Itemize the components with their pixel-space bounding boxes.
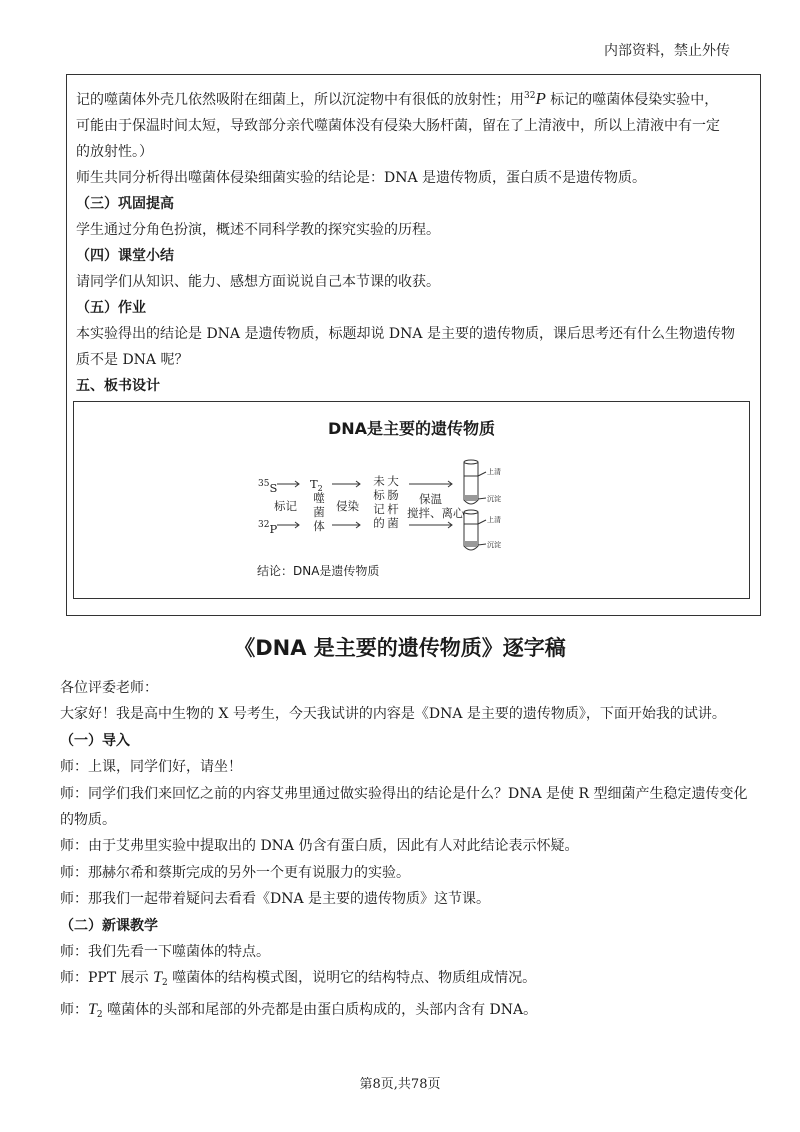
confidential-note: 内部资料，禁止外传 [604, 43, 730, 59]
page-number: 第8页,共78页 [359, 1077, 441, 1092]
label-mark: 标记 [274, 499, 297, 513]
transcript-line: 师：$T_2$ 噬菌体的头部和尾部的外壳都是由蛋白质构成的，头部内含有 DNA。 [60, 1000, 538, 1020]
experiment-flow-arrows [74, 402, 751, 600]
transcript-line: 各位评委老师： [60, 680, 158, 696]
lesson-plan-content [76, 83, 748, 399]
page-title: 《DNA 是主要的遗传物质》逐字稿 [234, 636, 566, 660]
sediment-bottom [465, 541, 477, 547]
frame-line: 可能由于保温时间太短，导致部分亲代噬菌体没有侵染大肠杆菌，留在了上清液中，所以上清液中有一定 [76, 118, 720, 134]
tube-bottom-sediment: 沉淀 [487, 541, 501, 549]
board-title: DNA是主要的遗传物质 [327, 419, 496, 438]
transcript-line: 师：同学们我们来回忆之前的内容艾弗里通过做实验得出的结论是什么？DNA 是使 R 型细菌产生稳定遗传变化 [60, 785, 748, 802]
transcript-line: 师：PPT 展示 $T_2$ 噬菌体的结构模式图，说明它的结构特点、物质组成情况。 [60, 969, 537, 989]
tube-top-sediment: 沉淀 [487, 495, 501, 503]
board-conclusion: 结论：DNA是遗传物质 [257, 564, 380, 578]
transcript-line: 师：由于艾弗里实验中提取出的 DNA 仍含有蛋白质，因此有人对此结论表示怀疑。 [60, 838, 579, 855]
section-heading-intro: （一）导入 [60, 732, 130, 749]
section-heading-new-lesson: （二）新课教学 [60, 917, 158, 934]
transcript-body [60, 675, 750, 1028]
tube-rim [464, 460, 478, 464]
section-heading-board-design: 五、板书设计 [76, 378, 160, 394]
frame-line: 质不是 DNA 呢？ [76, 352, 189, 368]
section-heading-summary: （四）课堂小结 [76, 248, 174, 264]
transcript-line: 师：上课，同学们好，请坐！ [60, 759, 242, 776]
tube-bottom-supernatant: 上清 [487, 516, 501, 524]
transcript-line: 师：那赫尔希和蔡斯完成的另外一个更有说服力的实验。 [60, 864, 410, 881]
sediment-top [465, 495, 477, 501]
label-phage: 噬 菌 体 [313, 491, 325, 533]
board-design-diagram [73, 401, 750, 599]
frame-line: 请同学们从知识、能力、感想方面说说自己本节课的收获。 [76, 274, 440, 290]
tube-top-supernatant: 上清 [487, 468, 501, 476]
label-s35: $^{35}$S [258, 479, 278, 495]
label-infect: 侵染 [336, 499, 359, 513]
tube-rim [464, 510, 478, 514]
transcript-line: 师：我们先看一下噬菌体的特点。 [60, 944, 270, 961]
label-ecoli: 大 肠 杆 菌 [387, 474, 399, 530]
frame-line: 的放射性。） [76, 144, 153, 160]
transcript-line: 的物质。 [60, 812, 116, 829]
label-unlabeled: 未 标 记 的 [373, 474, 385, 530]
section-heading-consolidation: （三）巩固提高 [76, 196, 174, 212]
frame-line: 师生共同分析得出噬菌体侵染细菌实验的结论是：DNA 是遗传物质，蛋白质不是遗传物质。 [76, 170, 647, 186]
label-t2: $T_2$ [310, 477, 323, 493]
section-heading-homework: （五）作业 [76, 300, 146, 316]
label-incubate: 保温 [419, 492, 442, 506]
transcript-line: 大家好！我是高中生物的 X 号考生，今天我试讲的内容是《DNA 是主要的遗传物质》，下面开始我的试讲。 [60, 706, 726, 723]
label-p32: $^{32}$P [258, 520, 278, 536]
frame-line: 本实验得出的结论是 DNA 是遗传物质，标题却说 DNA 是主要的遗传物质，课后思考还有什么生物遗传物 [76, 326, 735, 342]
frame-line: 学生通过分角色扮演，概述不同科学教的探究实验的历程。 [76, 222, 440, 238]
transcript-line: 师：那我们一起带着疑问去看看《DNA 是主要的遗传物质》这节课。 [60, 891, 491, 908]
label-process: 搅拌、离心 [407, 506, 465, 520]
frame-line: 记的噬菌体外壳几依然吸附在细菌上，所以沉淀物中有很低的放射性；用$^{32}$P 标记的噬菌体侵染实验中， [76, 89, 719, 108]
